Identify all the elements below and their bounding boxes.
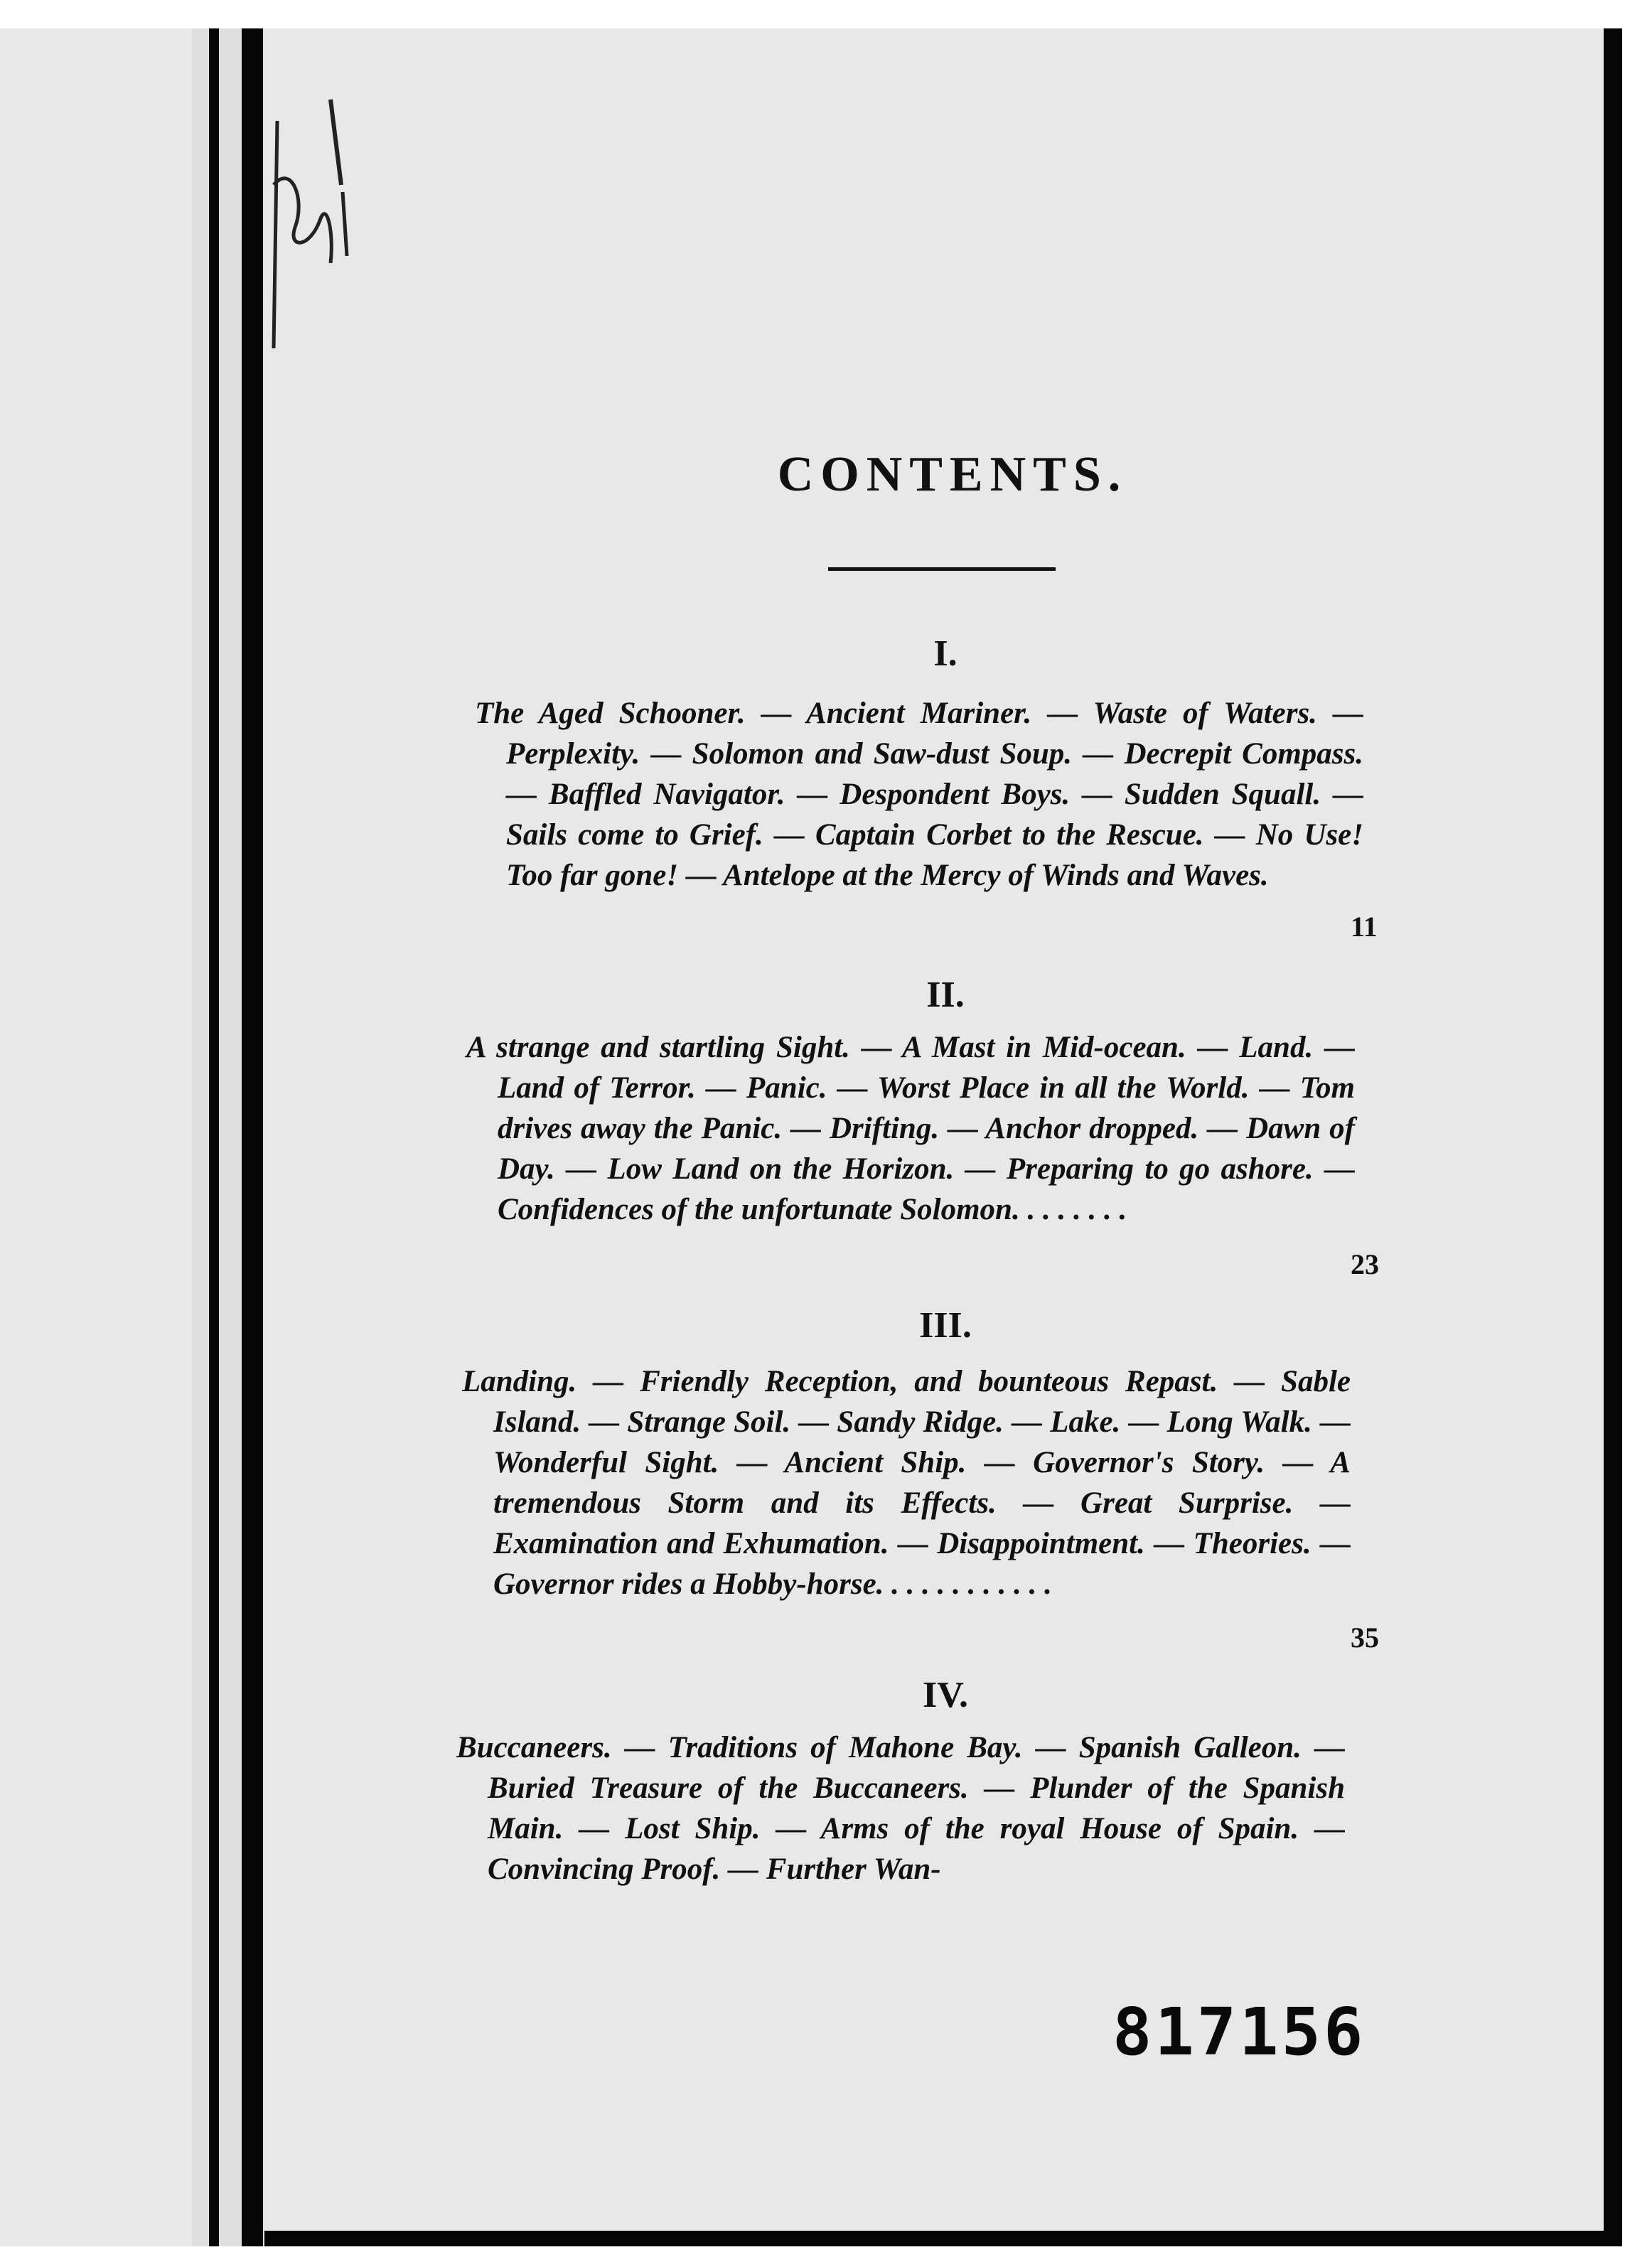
chapter-page-number: 11 — [1351, 911, 1378, 943]
chapter-page-number: 23 — [1351, 1248, 1379, 1280]
chapter-summary: Landing. — Friendly Reception, and bounteous Repast. — Sable Island. — Strange Soil. — Sandy Ridge. — Lake. — Long Walk. — Wonderful Sight. — Ancient Ship. — Governor's Story. — A tremendous Storm and its Effects. — Great Surprise. — Examination and Exhumation. — Disappointment. — Theories. — Governor rides a Hobby-horse. . . . . . . . . . . . — [462, 1365, 1351, 1601]
chapter-numeral: I. — [933, 633, 958, 674]
chapter-numeral: III. — [919, 1305, 972, 1346]
chapter-summary: The Aged Schooner. — Ancient Mariner. — Waste of Waters. — Perplexity. — Solomon and Saw-dust Soup. — Decrepit Compass. — Baffled Navigator. — Despondent Boys. — Sudden Squall. — Sails come to Grief. — Captain Corbet to the Rescue. — No Use! Too far gone! — Antelope at the Mercy of Winds and Waves. — [475, 697, 1363, 892]
catalog-stamp-number: 817156 — [1112, 1994, 1366, 2070]
chapter-summary: Buccaneers. — Traditions of Mahone Bay. — Spanish Galleon. — Buried Treasure of the Buccaneers. — Plunder of the Spanish Main. — Lost Ship. — Arms of the royal House of Spain. — Convincing Proof. — Further Wan- — [456, 1731, 1345, 1886]
page-title: CONTENTS. — [777, 447, 1128, 502]
chapter-page-number: 35 — [1351, 1622, 1379, 1653]
chapter-numeral: IV. — [922, 1675, 969, 1715]
chapter-summary: A strange and startling Sight. — A Mast in Mid-ocean. — Land. — Land of Terror. — Panic. — Worst Place in all the World. — Tom drives away the Panic. — Drifting. — Anchor dropped. — Dawn of Day. — Low Land on the Horizon. — Preparing to go ashore. — Confidences of the unfortunate Solomon. . . . . . . . — [466, 1031, 1355, 1226]
chapter-numeral: II. — [926, 975, 965, 1015]
